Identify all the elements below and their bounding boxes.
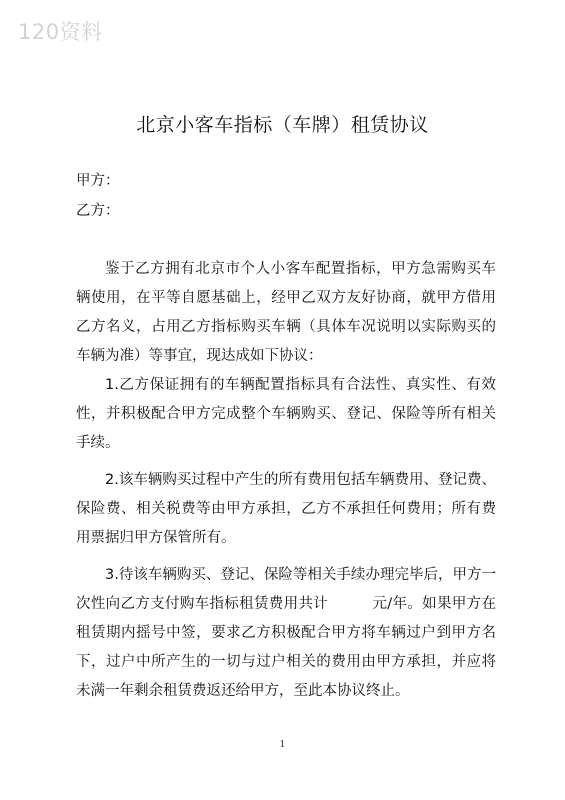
- clause-3-text-start: 3.待该车辆购买、登记、保险等相关手续办理完毕后，甲方一次性向乙方支付购车指标租赁费用共计: [76, 567, 496, 612]
- clause-3-paragraph: [76, 561, 496, 706]
- agreement-body: [76, 255, 496, 706]
- page-number: 1: [279, 740, 286, 750]
- document-title: 北京小客车指标（车牌）租赁协议: [136, 114, 429, 136]
- clause-3-text-end: 元/年。如果甲方在租赁期内摇号中签，要求乙方积极配合甲方将车辆过户到甲方名下，过户中所产生的一切与过户相关的费用由甲方承担，并应将未满一年剩余租赁费返还给甲方，至此本协议终止。: [76, 596, 497, 699]
- clause-1-paragraph: 1.乙方保证拥有的车辆配置指标具有合法性、真实性、有效性，并积极配合甲方完成整个车辆购买、登记、保险等所有相关手续。: [76, 377, 496, 451]
- party-a-label: 甲方：: [76, 173, 120, 189]
- party-b-label: 乙方：: [76, 203, 120, 219]
- clause-2-paragraph: 2.该车辆购买过程中产生的所有费用包括车辆费用、登记费、保险费、相关税费等由甲方承担，乙方不承担任何费用；所有费用票据归甲方保管所有。: [76, 472, 496, 546]
- watermark-logo: 120资料: [18, 20, 103, 44]
- intro-paragraph: 鉴于乙方拥有北京市个人小客车配置指标，甲方急需购买车辆使用，在平等自愿基础上，经甲乙双方友好协商，就甲方借用乙方名义，占用乙方指标购买车辆（具体车况说明以实际购买的车辆为准）等事宜，现达成如下协议：: [76, 261, 496, 364]
